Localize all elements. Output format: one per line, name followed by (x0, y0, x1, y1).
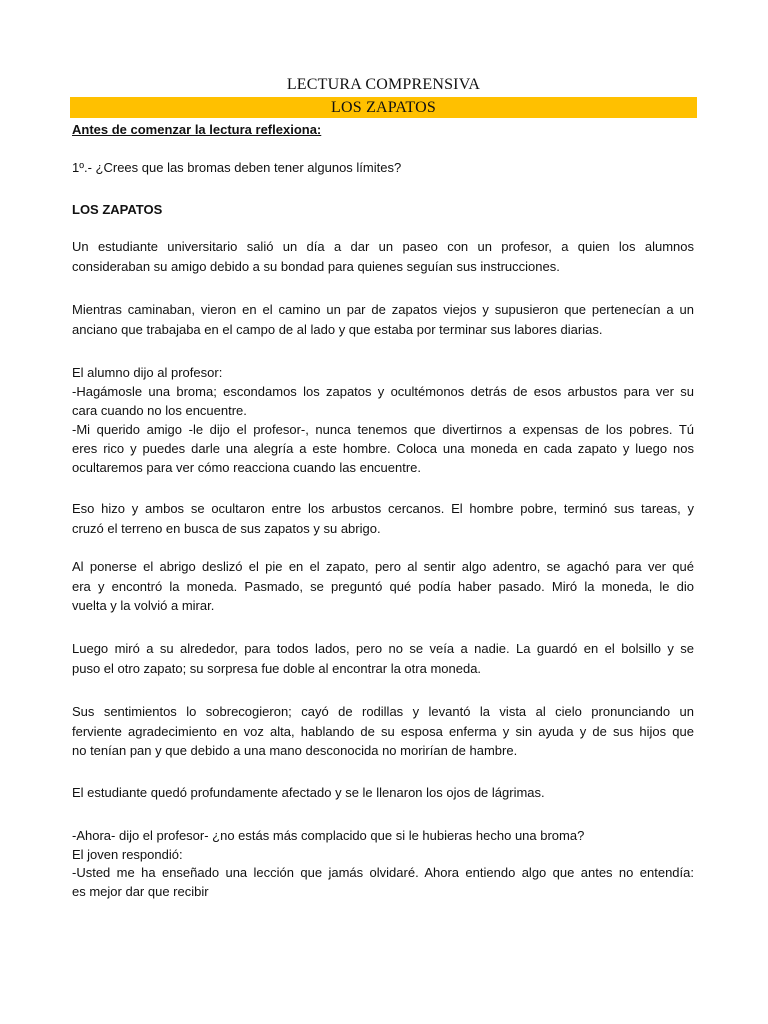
paragraph-line: no tenían pan y que debido a una mano desconocida no morirían de hambre. (72, 743, 518, 758)
reflection-question: 1º.- ¿Crees que las bromas deben tener algunos límites? (72, 160, 402, 175)
paragraph-line: El estudiante quedó profundamente afectado y se le llenaron los ojos de lágrimas. (72, 785, 545, 800)
paragraph-line: es mejor dar que recibir (72, 883, 209, 899)
story-paragraph-4 (72, 499, 694, 538)
paragraph-line: Un estudiante universitario salió un día a dar un paseo con un profesor, a quien los alumnos (72, 239, 694, 254)
paragraph-line: Sus sentimientos lo sobrecogieron; cayó de rodillas y levantó la vista al cielo pronunciando un (72, 704, 694, 719)
paragraph-line: Al ponerse el abrigo deslizó el pie en el zapato, pero al sentir algo adentro, se agachó para ver qué (72, 559, 694, 574)
paragraph-line: ocultaremos para ver cómo reacciona cuando las encuentre. (72, 460, 422, 475)
story-paragraph-2 (72, 300, 694, 339)
story-paragraph-8 (72, 783, 694, 803)
story-paragraph-5 (72, 557, 694, 616)
paragraph-line: vuelta y la volvió a mirar. (72, 598, 215, 613)
paragraph-line: Mientras caminaban, vieron en el camino un par de zapatos viejos y supusieron que pertenecían a un (72, 302, 694, 317)
paragraph-line: El alumno dijo al profesor: (72, 365, 223, 380)
paragraph-line: eres rico y puedes darle una alegría a este hombre. Coloca una moneda en cada zapato y luego nos (72, 441, 694, 456)
document-title: LECTURA COMPRENSIVA (286, 76, 481, 93)
paragraph-line: puso el otro zapato; su sorpresa fue doble al encontrar la otra moneda. (72, 660, 482, 676)
paragraph-line: -Hagámosle una broma; escondamos los zapatos y ocultémonos detrás de esos arbustos para ver su (72, 384, 694, 399)
paragraph-line: El joven respondió: (72, 846, 183, 862)
paragraph-line: anciano que trabajaba en el campo de al lado y que estaba por terminar sus labores diarias. (72, 321, 603, 337)
story-paragraph-9 (72, 827, 694, 901)
paragraph-line: consideraban su amigo debido a su bondad para quienes seguían sus instrucciones. (72, 258, 560, 274)
paragraph-line: cruzó el terreno en busca de sus zapatos y su abrigo. (72, 520, 381, 536)
paragraph-line: -Ahora- dijo el profesor- ¿no estás más complacido que si le hubieras hecho una broma? (72, 828, 585, 843)
paragraph-line: ferviente agradecimiento en voz alta, hablando de su esposa enferma y sin ayuda y de sus hijos que (72, 723, 694, 739)
story-paragraph-3 (72, 363, 694, 477)
story-paragraph-6 (72, 639, 694, 678)
paragraph-line: -Usted me ha enseñado una lección que jamás olvidaré. Ahora entiendo algo que antes no entendía: (72, 865, 694, 880)
paragraph-line: Luego miró a su alrededor, para todos lados, pero no se veía a nadie. La guardó en el bolsillo y se (72, 641, 694, 656)
story-paragraph-7 (72, 702, 694, 761)
reflection-prompt: Antes de comenzar la lectura reflexiona: (72, 122, 322, 137)
story-title-banner: LOS ZAPATOS (70, 97, 697, 118)
paragraph-line: Eso hizo y ambos se ocultaron entre los arbustos cercanos. El hombre pobre, terminó sus tareas, y (72, 501, 694, 516)
paragraph-line: era y encontró la moneda. Pasmado, se preguntó qué podía haber pasado. Miró la moneda, le dio (72, 578, 694, 594)
paragraph-line: cara cuando no los encuentre. (72, 403, 247, 418)
story-paragraph-1 (72, 237, 694, 276)
story-heading: LOS ZAPATOS (72, 202, 163, 217)
paragraph-line: -Mi querido amigo -le dijo el profesor-, nunca tenemos que divertirnos a expensas de los pobres. Tú (72, 422, 694, 437)
